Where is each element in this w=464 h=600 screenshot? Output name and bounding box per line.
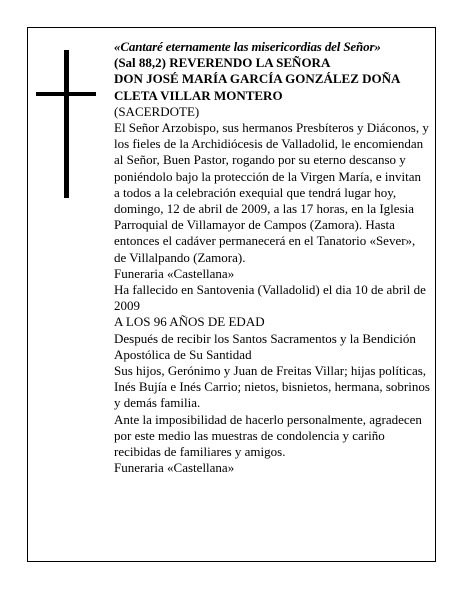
cross-horizontal-bar [36, 92, 96, 96]
scripture-reference: (Sal 88,2) REVERENDO LA SEÑORA [114, 55, 331, 71]
announcement-paragraph: El Señor Arzobispo, sus hermanos Presbíteros y Diáconos, y los fieles de la Archidiócesis de Valladolid, le encomiendan al Señor, Buen Pastor, rogando por su eterno descanso y poniéndolo bajo la protección de la Virgen María, e invitan a todos a la celebración exequial que tendrá lugar hoy, domingo, 12 de abril de 2009, a las 17 horas, en la Iglesia Parroquial de Villamayor de Campos (Zamora). Hasta entonces el cadáver permanecerá en el Tanatorio «Sever», de Villalpando (Zamora). [114, 120, 429, 265]
family-line: Sus hijos, Gerónimo y Juan de Freitas Villar; hijas políticas, Inés Bujía e Inés Carrio; nietos, bisnietos, hermana, sobrinos y demás familia. [114, 363, 430, 411]
age-line: A LOS 96 AÑOS DE EDAD [114, 314, 265, 330]
sacraments-line: Después de recibir los Santos Sacramentos y la Bendición Apostólica de Su Santidad [114, 330, 416, 362]
obituary-text [114, 39, 430, 476]
deceased-role: (SACERDOTE) [114, 103, 200, 119]
funeral-home-second: Funeraria «Castellana» [114, 460, 235, 476]
latin-cross-icon [36, 50, 96, 198]
thanks-line: Ante la imposibilidad de hacerlo personalmente, agradecen por este medio las muestras de condolencia y cariño recibidas de familiares y amigos. [114, 411, 422, 460]
funeral-home-first: Funeraria «Castellana» [114, 265, 235, 281]
cross-vertical-bar [64, 50, 69, 198]
deceased-name: DON JOSÉ MARÍA GARCÍA GONZÁLEZ DOÑA CLETA VILLAR MONTERO [114, 71, 400, 103]
scripture-quote: «Cantaré eternamente las misericordias del Señor» [114, 39, 381, 54]
death-info: Ha fallecido en Santovenia (Valladolid) el dia 10 de abril de 2009 [114, 282, 426, 314]
